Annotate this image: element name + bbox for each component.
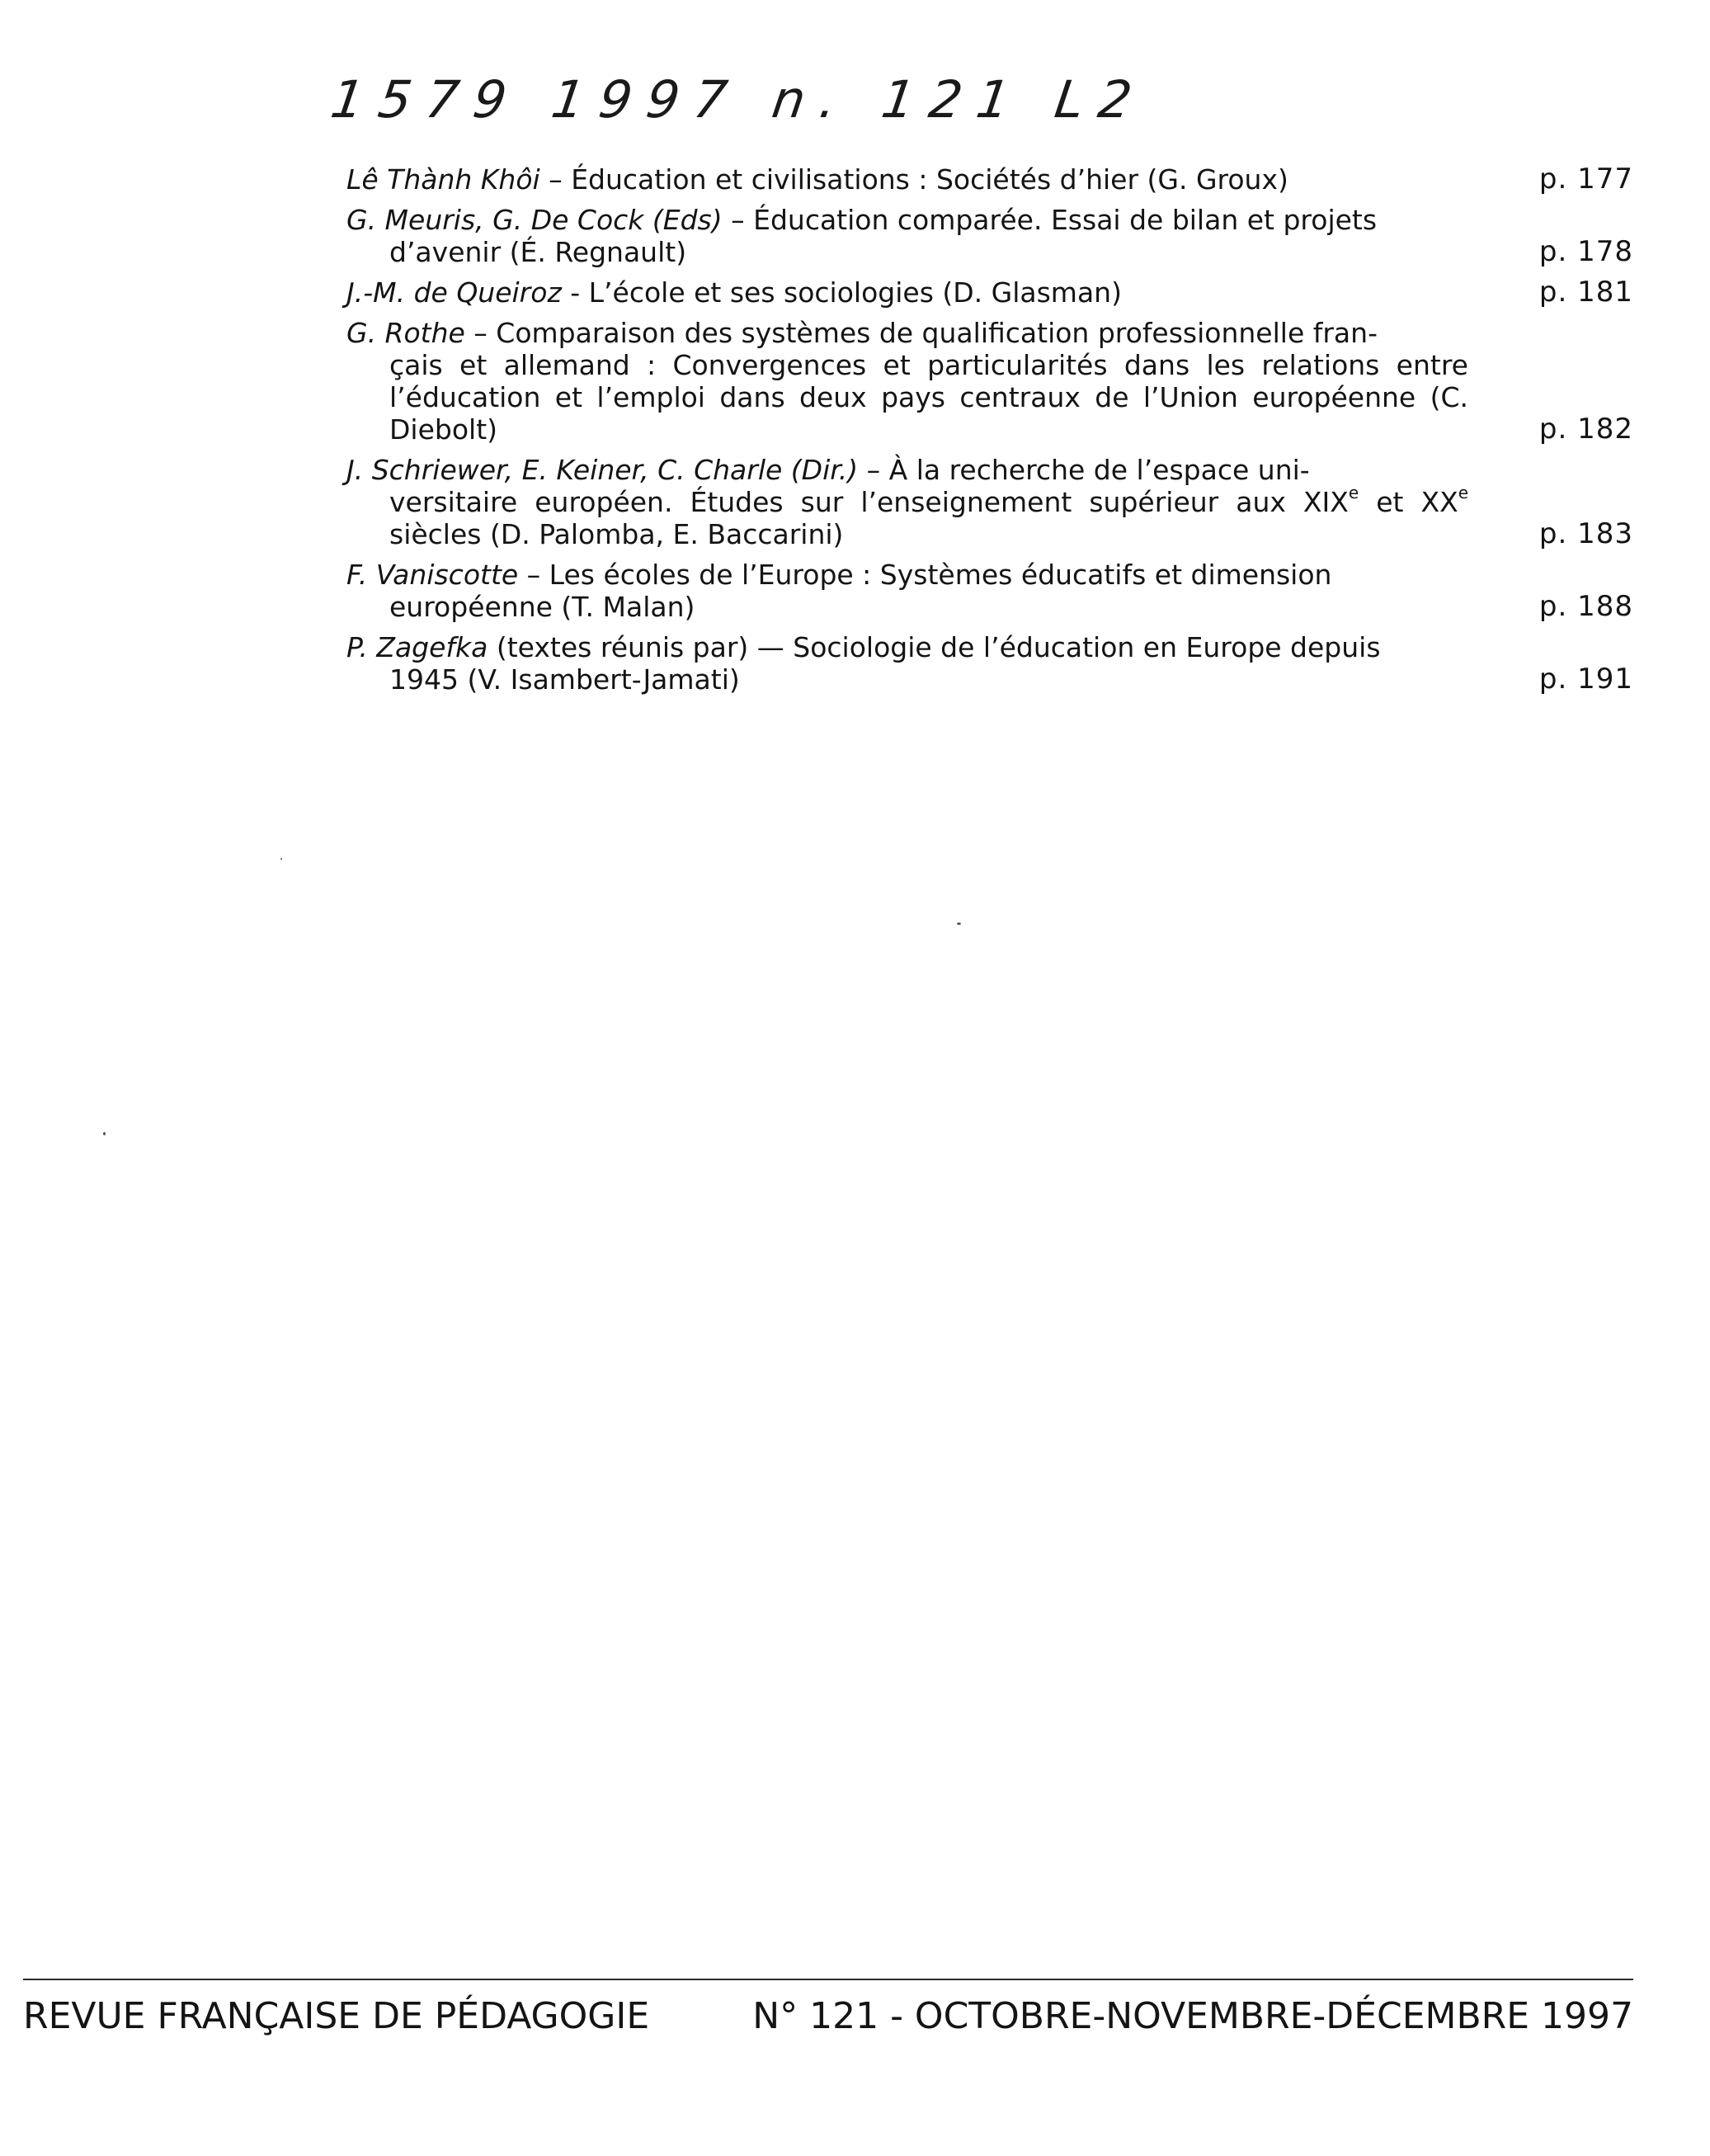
handwritten-note-text: 1579 1997 n. 121 L2 <box>330 69 1151 130</box>
entry-author: J.-M. de Queiroz <box>346 276 562 309</box>
handwritten-catalog-note <box>330 51 1237 142</box>
scan-speck <box>957 922 961 925</box>
entry-author: G. Meuris, G. De Cock (Eds) <box>346 204 723 236</box>
toc-entry <box>346 317 1633 446</box>
toc-entry <box>346 276 1633 309</box>
entry-title: – Éducation et civilisations : Sociétés d’hier (G. Groux) <box>539 163 1288 196</box>
entry-title: – Éducation comparée. Essai de bilan et projets <box>722 204 1378 236</box>
toc-entry-text <box>346 559 1468 623</box>
toc-entry <box>346 559 1633 623</box>
toc-entry <box>346 454 1633 550</box>
entry-title: – Les écoles de l’Europe : Systèmes éducatifs et dimension <box>518 559 1332 591</box>
toc-entry <box>346 163 1633 196</box>
toc-entry-text <box>346 317 1468 446</box>
entry-cont-part: et XX <box>1359 486 1458 518</box>
entry-page-number: p. 182 <box>1538 413 1633 446</box>
toc-entry-text <box>346 454 1468 550</box>
toc-entry <box>346 204 1633 268</box>
entry-title-continued <box>346 483 1469 550</box>
entry-author: J. Schriewer, E. Keiner, C. Charle (Dir.) <box>346 454 859 486</box>
entry-page-number: p. 183 <box>1538 517 1633 550</box>
journal-title: REVUE FRANÇAISE DE PÉDAGOGIE <box>23 1995 650 2037</box>
entry-author: P. Zagefka <box>346 631 488 663</box>
entry-title-continued: 1945 (V. Isambert-Jamati) <box>389 663 740 696</box>
footer-divider <box>23 1979 1633 1980</box>
entry-title: – À la recherche de l’espace uni- <box>858 454 1310 486</box>
page-footer <box>23 1993 1633 2040</box>
superscript: e <box>1348 483 1359 502</box>
entry-author: Lê Thành Khôi <box>346 163 540 196</box>
entry-title: - L’école et ses sociologies (D. Glasman) <box>561 276 1122 309</box>
entry-author: G. Rothe <box>346 317 465 349</box>
entry-page-number: p. 181 <box>1538 276 1633 309</box>
entry-page-number: p. 191 <box>1538 663 1633 696</box>
toc-entry-text <box>346 204 1468 268</box>
entry-page-number: p. 178 <box>1538 235 1633 268</box>
entry-title-continued: européenne (T. Malan) <box>389 591 695 623</box>
toc-entry-text <box>346 276 1468 309</box>
entry-title-continued: çais et allemand : Convergences et particularités dans les relations entre l’éducation et l’emploi dans deux pays centraux de l’Union européenne (C. Diebolt) <box>389 349 1468 446</box>
entry-title-continued: d’avenir (É. Regnault) <box>389 236 687 268</box>
entry-title: – Comparaison des systèmes de qualification professionnelle fran- <box>464 317 1378 349</box>
entry-cont-part: siècles (D. Palomba, E. Baccarini) <box>389 518 844 550</box>
handwritten-note-svg <box>330 51 1237 142</box>
table-of-contents <box>346 163 1633 704</box>
toc-entry-text <box>346 163 1468 196</box>
scan-speck <box>103 1132 106 1135</box>
entry-title: (textes réunis par) — Sociologie de l’éducation en Europe depuis <box>488 631 1381 663</box>
toc-entry-text <box>346 631 1468 696</box>
entry-page-number: p. 177 <box>1538 163 1633 196</box>
entry-author: F. Vaniscotte <box>346 559 519 591</box>
toc-entry <box>346 631 1633 696</box>
superscript: e <box>1458 483 1469 502</box>
scan-speck <box>280 858 282 860</box>
entry-cont-part: versitaire européen. Études sur l’enseignement supérieur aux XIX <box>389 486 1349 518</box>
entry-page-number: p. 188 <box>1538 590 1633 623</box>
issue-info: N° 121 - OCTOBRE-NOVEMBRE-DÉCEMBRE 1997 <box>752 1995 1633 2037</box>
